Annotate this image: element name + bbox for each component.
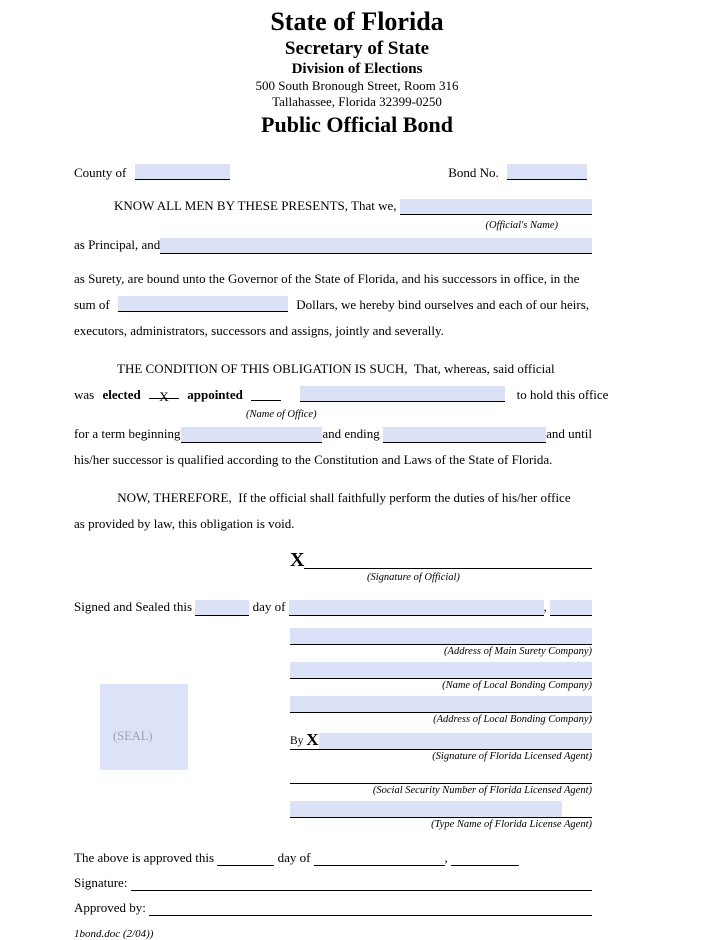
- now-line: [74, 485, 592, 511]
- appointed-mark-blank: [251, 386, 281, 401]
- agent-type-name-input[interactable]: [290, 801, 562, 817]
- secretary-subtitle: Secretary of State: [284, 38, 430, 59]
- doc-reference: 1bond.doc (2/04)): [74, 928, 154, 940]
- successor-line: his/her successor is qualified according to the Constitution and Laws of the State of Florida.: [74, 452, 553, 467]
- name-of-office-caption: (Name of Office): [246, 409, 317, 420]
- agent-signature-line: [290, 730, 592, 750]
- local-bonding-name-line: [290, 662, 592, 679]
- agent-signature-row: [290, 730, 592, 763]
- comma-separator: ,: [543, 599, 550, 614]
- surety-address-line: [290, 628, 592, 645]
- by-label: By: [290, 735, 307, 747]
- agent-x-mark: X: [306, 730, 319, 749]
- principal-line: [74, 232, 592, 258]
- term-line: [74, 421, 592, 447]
- bond-no-input[interactable]: [507, 164, 587, 180]
- local-bonding-address-input[interactable]: [290, 696, 592, 712]
- hold-office-label: to hold this office: [516, 387, 609, 402]
- approval-block: [74, 845, 592, 920]
- surety-block: [74, 628, 592, 831]
- form-body: [74, 164, 609, 940]
- approved-day-of-label: day of: [274, 850, 314, 865]
- condition-lead: THE CONDITION OF THIS OBLIGATION IS SUCH,: [117, 361, 408, 376]
- address-line-1: 500 South Bronough Street, Room 316: [255, 78, 459, 93]
- term-begin-input[interactable]: [181, 427, 323, 443]
- local-bonding-name-caption: (Name of Local Bonding Company): [442, 680, 592, 691]
- now-lead: NOW, THEREFORE,: [117, 490, 232, 505]
- signature-line-row: [74, 870, 592, 895]
- officials-name-caption: (Official's Name): [485, 220, 558, 231]
- surety-para-line1: as Surety, are bound unto the Governor of the State of Florida, and his successors in office, in the: [74, 271, 580, 286]
- was-label: was: [74, 387, 95, 402]
- approved-month-blank: [314, 865, 445, 866]
- approved-by-blank-line: [149, 915, 592, 916]
- agent-type-name-caption: (Type Name of Florida License Agent): [431, 819, 592, 830]
- elected-label: elected: [102, 387, 141, 402]
- and-until-label: and until: [546, 426, 592, 441]
- approved-date-line: [74, 845, 519, 870]
- surety-name-input[interactable]: [160, 238, 592, 254]
- and-ending-label: and ending: [322, 426, 384, 441]
- presents-lead: KNOW ALL MEN BY THESE PRESENTS,: [114, 198, 349, 213]
- condition-rest: That, whereas, said official: [410, 361, 555, 376]
- county-bond-row: [74, 164, 592, 181]
- agent-signature-caption: (Signature of Florida Licensed Agent): [432, 751, 592, 762]
- official-signature-line[interactable]: [304, 568, 592, 569]
- elected-appointed-line: [74, 382, 609, 408]
- sum-label: sum of: [74, 297, 110, 312]
- seal-box: [100, 684, 188, 770]
- term-end-input[interactable]: [383, 427, 546, 443]
- agent-type-name-line: [290, 801, 592, 818]
- surety-fields-column: [290, 628, 592, 831]
- surety-address-row: [290, 628, 592, 658]
- signed-day-input[interactable]: [195, 600, 249, 616]
- day-of-label: day of: [249, 599, 289, 614]
- local-bonding-name-input[interactable]: [290, 662, 592, 678]
- address-line-2: Tallahassee, Florida 32399-0250: [272, 94, 442, 109]
- local-bonding-address-row: [290, 696, 592, 726]
- agent-ssn-row: [290, 767, 592, 797]
- surety-address-input[interactable]: [290, 628, 592, 644]
- agent-ssn-line: [290, 767, 592, 784]
- bond-no-group: [448, 164, 592, 181]
- surety-address-caption: (Address of Main Surety Company): [444, 646, 592, 657]
- sum-input[interactable]: [118, 296, 288, 312]
- local-bonding-address-caption: (Address of Local Bonding Company): [433, 714, 592, 725]
- approved-by-label: Approved by:: [74, 900, 150, 915]
- principal-label: as Principal, and: [74, 237, 161, 252]
- signature-x-mark: X: [290, 549, 305, 571]
- signature-label: Signature:: [74, 875, 131, 890]
- form-header: [0, 0, 714, 138]
- county-label: County of: [74, 165, 127, 180]
- county-group: [74, 164, 235, 181]
- condition-line: [74, 356, 592, 382]
- surety-para-line3: executors, administrators, successors and assigns, jointly and severally.: [74, 323, 444, 338]
- officials-name-input[interactable]: [400, 199, 592, 215]
- signed-month-input[interactable]: [289, 600, 544, 616]
- appointed-label: appointed: [187, 387, 243, 402]
- approved-day-blank: [217, 851, 274, 866]
- approved-by-row: [74, 895, 592, 920]
- agent-ssn-caption: (Social Security Number of Florida Licensed Agent): [372, 785, 592, 796]
- office-name-input[interactable]: [300, 386, 505, 402]
- now-line2: as provided by law, this obligation is void.: [74, 516, 295, 531]
- term-beginning-label: for a term beginning: [74, 426, 181, 441]
- now-rest: If the official shall faithfully perform the duties of his/her office: [234, 490, 571, 505]
- state-title: State of Florida: [270, 7, 444, 36]
- seal-label: (SEAL): [113, 728, 153, 743]
- county-input[interactable]: [135, 164, 230, 180]
- form-title: Public Official Bond: [261, 112, 453, 137]
- agent-type-name-row: [290, 801, 592, 831]
- approved-lead: The above is approved this: [74, 850, 218, 865]
- signed-sealed-line: [74, 594, 592, 620]
- local-bonding-address-line: [290, 696, 592, 713]
- division-subtitle: Division of Elections: [291, 61, 423, 77]
- agent-signature-input[interactable]: [319, 733, 592, 749]
- signed-year-input[interactable]: [550, 600, 592, 616]
- signature-blank-line: [131, 890, 592, 891]
- approved-comma: ,: [444, 850, 451, 865]
- bond-no-label: Bond No.: [448, 165, 499, 180]
- signed-sealed-label: Signed and Sealed this: [74, 599, 196, 614]
- official-signature-row: [290, 549, 592, 571]
- signature-of-official-caption: (Signature of Official): [367, 572, 460, 583]
- presents-line: [74, 193, 592, 219]
- elected-mark-blank: X: [149, 384, 179, 399]
- local-bonding-name-row: [290, 662, 592, 692]
- sum-line: [74, 292, 592, 318]
- sum-rest: Dollars, we hereby bind ourselves and each of our heirs,: [296, 297, 590, 312]
- approved-year-blank: [451, 851, 519, 866]
- presents-rest: That we,: [348, 198, 400, 213]
